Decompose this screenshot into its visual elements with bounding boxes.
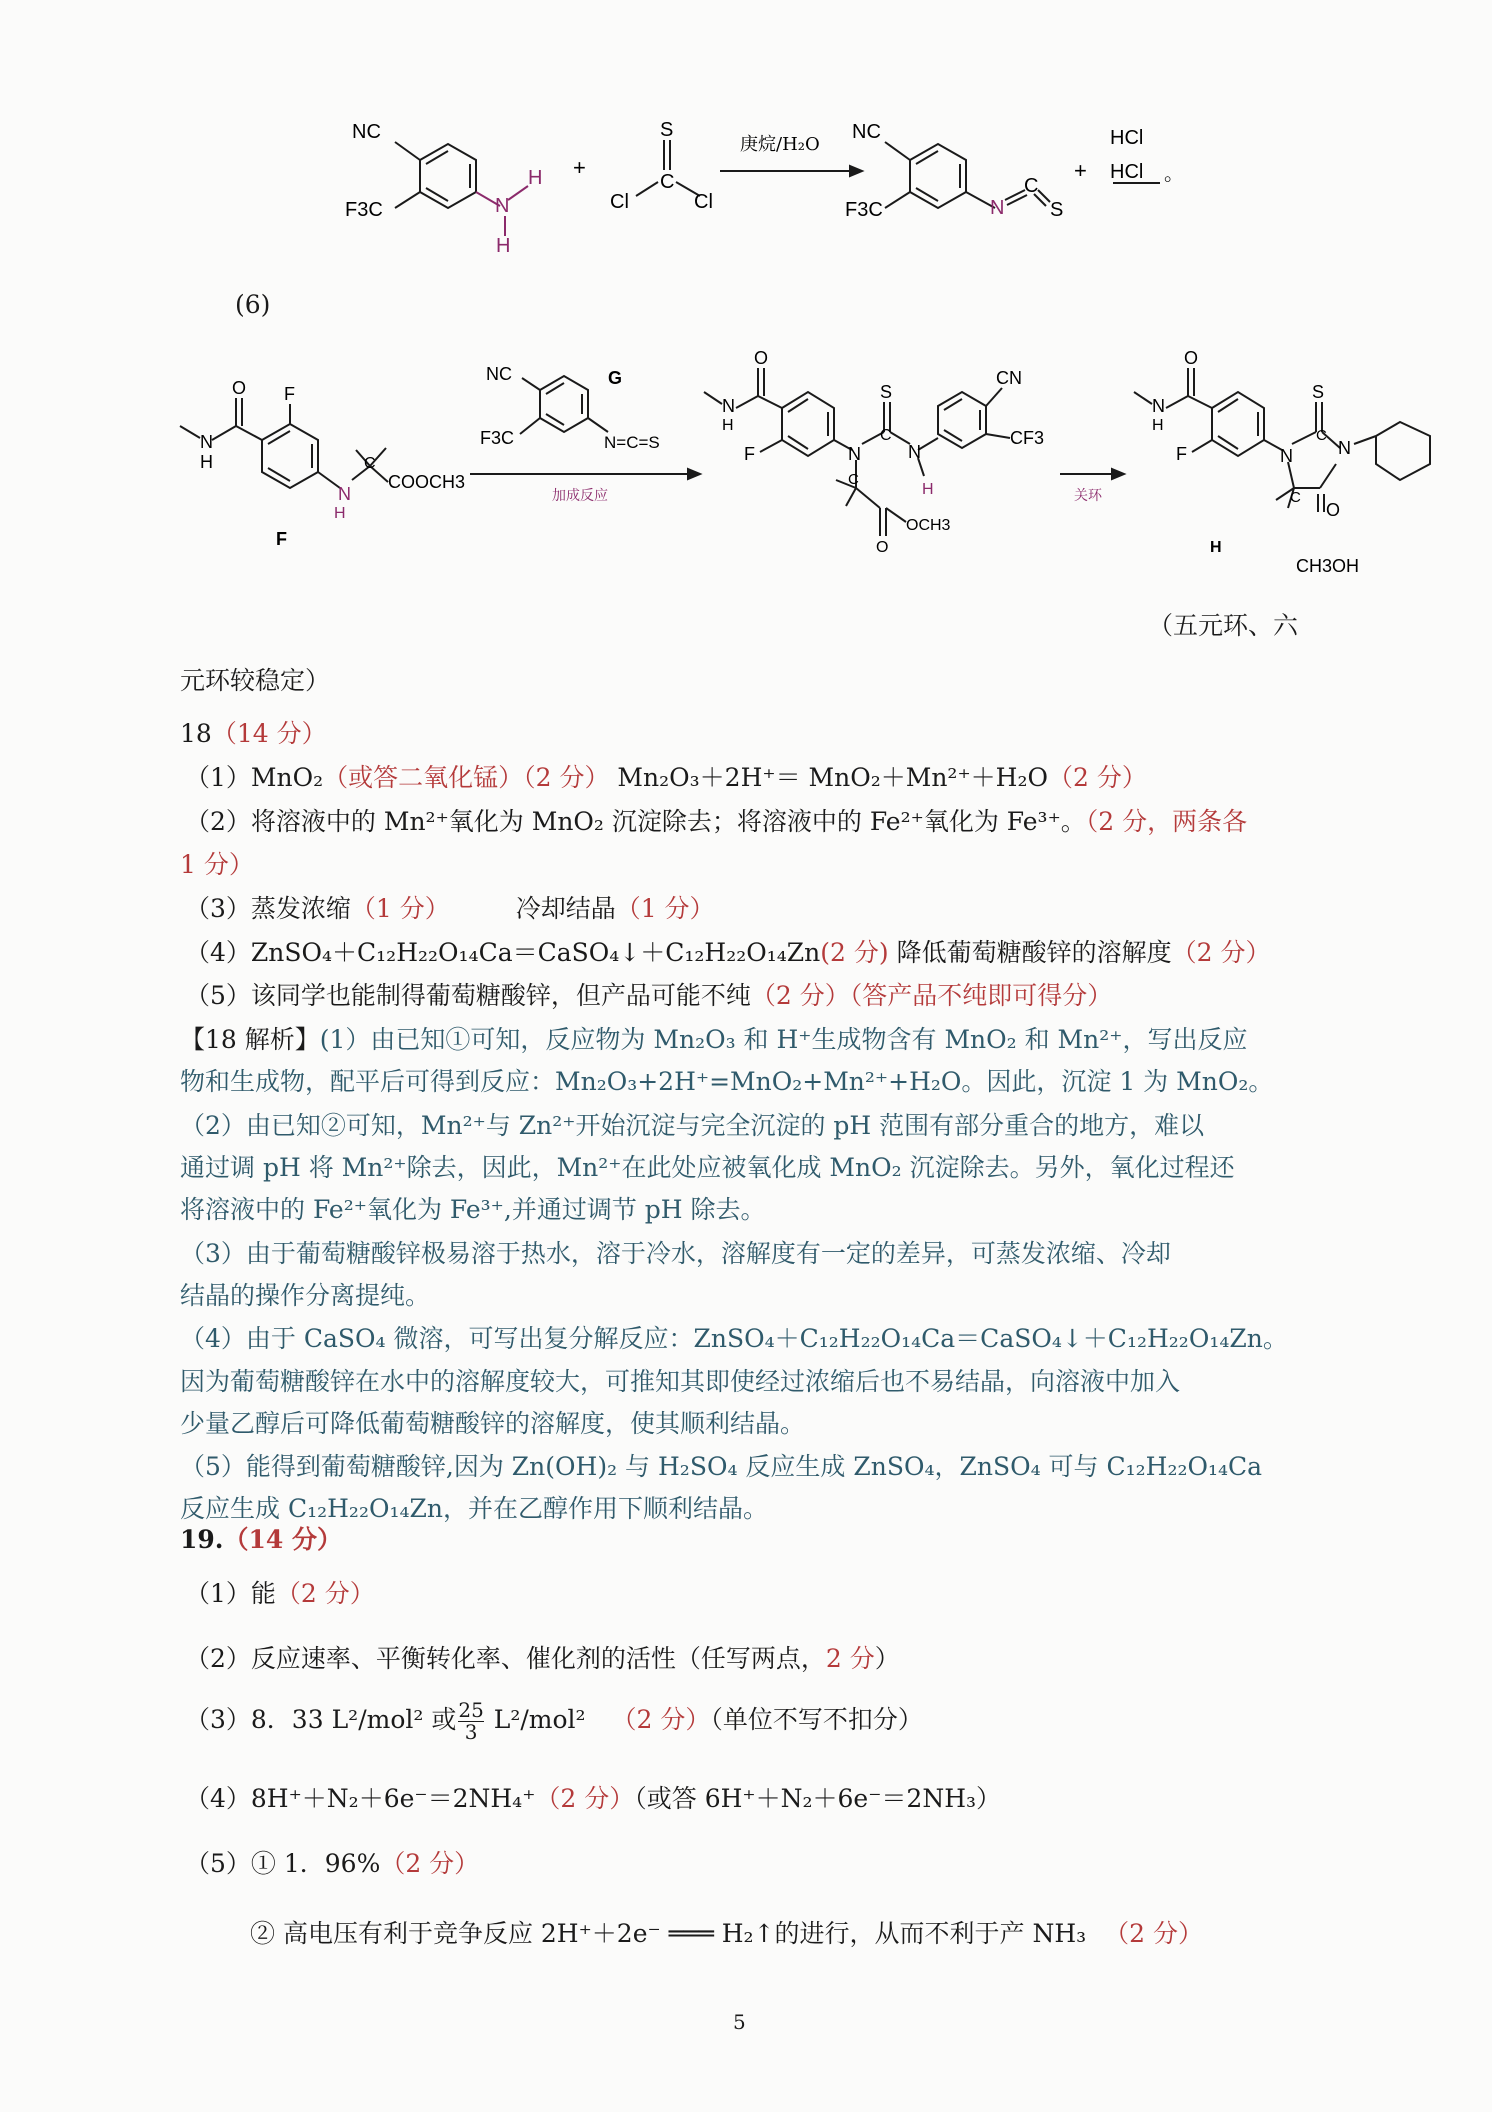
g-cn: NC — [486, 364, 512, 384]
arrow-2-label: 关环 — [1074, 488, 1102, 504]
item-6-label: (6) — [235, 290, 271, 319]
q19-answer-5 — [185, 1848, 479, 1879]
amine-h-bottom: H — [496, 235, 511, 257]
h-ring-c: C — [1316, 427, 1327, 444]
q19-a3-text: （3）8．33 L²/mol² 或 — [185, 1705, 457, 1734]
q19-a2-score: 2 分 — [825, 1644, 875, 1673]
mid-cf3: CF3 — [1010, 428, 1045, 448]
q19-score: （14 分） — [223, 1525, 342, 1554]
methanol: CH3OH — [1296, 556, 1360, 576]
q18-a1-score: （2 分） — [1047, 763, 1147, 792]
amine-h-top: H — [528, 167, 543, 189]
q19-a3-unit: L²/mol² — [485, 1705, 586, 1734]
compound-h-label: H — [1210, 539, 1222, 556]
hcl-2: HCl — [1110, 161, 1144, 183]
q18-answer-4 — [185, 937, 1270, 968]
mid-thio-c: C — [880, 427, 892, 444]
q19-a1-text: （1）能 — [185, 1579, 276, 1608]
plus-sign-2: + — [1074, 158, 1087, 183]
compound-g-label: G — [608, 368, 623, 388]
period: 。 — [1164, 163, 1184, 185]
f-ester: COOCH3 — [388, 472, 466, 492]
reactant-cn: NC — [352, 121, 381, 143]
h-ring-c2: C — [1290, 489, 1301, 506]
q18-a4-text: 降低葡萄糖酸锌的溶解度 — [888, 938, 1172, 967]
q18-score: （14 分） — [211, 719, 327, 748]
q18-explanation-2a: （2）由已知②可知，Mn²⁺与 Zn²⁺开始沉淀与完全沉淀的 pH 范围有部分重合的地方，难以 — [180, 1111, 1205, 1140]
thiophosgene-s: S — [660, 119, 674, 141]
f-amide-h: H — [200, 452, 213, 472]
q19-a3-score: （2 分） — [611, 1705, 711, 1734]
h-fluoro: F — [1176, 444, 1187, 464]
reaction-scheme-2 — [0, 340, 1492, 590]
mid-amide-h: H — [722, 417, 734, 434]
q19-heading — [180, 1524, 342, 1555]
q18-a2-score: （2 分，两条各 — [1085, 807, 1248, 836]
q18-explanation-2c: 将溶液中的 Fe²⁺氧化为 Fe³⁺,并通过调节 pH 除去。 — [180, 1195, 766, 1224]
q19-a5b-text: ② 高电压有利于竞争反应 2H⁺＋2e⁻ ═══ H₂↑的进行，从而不利于产 NH₃ — [250, 1919, 1087, 1948]
q18-explanation-3b: 结晶的操作分离提纯。 — [180, 1281, 431, 1310]
product-cn: NC — [852, 121, 881, 143]
q19-a5-score: （2 分） — [380, 1849, 480, 1878]
q18-a3-part-a: （3）蒸发浓缩 — [185, 894, 351, 923]
q18-answer-5 — [185, 980, 1112, 1011]
q18-explanation-4a: （4）由于 CaSO₄ 微溶，可写出复分解反应：ZnSO₄＋C₁₂H₂₂O₁₄Ca＝CaSO₄↓＋C₁₂H₂₂O₁₄Zn。 — [180, 1324, 1288, 1353]
g-ncs: N=C=S — [604, 433, 660, 452]
mid-ester-o: O — [876, 539, 889, 556]
q18-a4-score-2: （2 分） — [1171, 938, 1271, 967]
arrow-1-label: 加成反应 — [552, 488, 608, 504]
fraction-numerator: 25 — [458, 1698, 484, 1722]
f-amide-n: N — [200, 432, 213, 452]
q18-a1-equation: Mn₂O₃＋2H⁺＝ MnO₂＋Mn²⁺＋H₂O — [609, 763, 1048, 792]
q18-answer-1 — [185, 762, 1147, 793]
mid-nh: N — [908, 442, 921, 462]
q19-number: 19. — [180, 1525, 224, 1554]
q19-a4-score: （2 分） — [535, 1784, 635, 1813]
q19-a3-note: （单位不写不扣分） — [710, 1705, 923, 1734]
h-thio-s: S — [1312, 382, 1325, 402]
q19-a4-alternative: （或答 6H⁺＋N₂＋6e⁻＝2NH₃） — [634, 1784, 1002, 1813]
q18-explanation-4b: 因为葡萄糖酸锌在水中的溶解度较大，可推知其即使经过浓缩后也不易结晶，向溶液中加入 — [180, 1367, 1181, 1396]
mid-quaternary-c: C — [848, 471, 859, 488]
mid-fluoro: F — [744, 444, 755, 464]
q18-explanation-3a: （3）由于葡萄糖酸锌极易溶于热水，溶于冷水，溶解度有一定的差异，可蒸发浓缩、冷却 — [180, 1239, 1171, 1268]
q18-a3-part-b: 冷却结晶 — [515, 894, 616, 923]
q18-explanation-heading: 【18 解析】 — [180, 1025, 320, 1054]
ring-note-2: 元环较稳定） — [180, 666, 331, 695]
h-amide-n: N — [1152, 396, 1165, 416]
plus-sign: + — [573, 155, 586, 180]
reactant-cf3: F3C — [345, 199, 383, 221]
q18-number: 18 — [180, 719, 212, 748]
mid-ester-och3: OCH3 — [906, 517, 951, 534]
q19-a5-text: （5）① 1．96% — [185, 1849, 381, 1878]
isothiocyanate-s: S — [1050, 199, 1064, 221]
q18-a1-text: （1）MnO₂ — [185, 763, 324, 792]
q18-answer-2 — [185, 806, 1247, 837]
page-number: 5 — [733, 2010, 746, 2034]
q19-a2-close: ） — [874, 1644, 900, 1673]
q18-explanation-4c: 少量乙醇后可降低葡萄糖酸锌的溶解度，使其顺利结晶。 — [180, 1409, 806, 1438]
h-ring-n2: N — [1338, 438, 1351, 458]
reaction-condition: 庚烷/H₂O — [740, 134, 820, 155]
q18-heading — [180, 718, 327, 749]
q18-a3-score-b: （1 分） — [615, 894, 715, 923]
q18-answer-2-cont — [180, 849, 254, 880]
h-ring-o: O — [1326, 500, 1341, 520]
f-amine-h: H — [334, 505, 346, 522]
q18-a1-alt: （或答二氧化锰）（2 分） — [323, 763, 610, 792]
q18-a2-text: （2）将溶液中的 Mn²⁺氧化为 MnO₂ 沉淀除去；将溶液中的 Fe²⁺氧化为 Fe³⁺。 — [185, 807, 1086, 836]
q18-explanation-5a: （5）能得到葡萄糖酸锌,因为 Zn(OH)₂ 与 H₂SO₄ 反应生成 ZnSO₄，ZnSO₄ 可与 C₁₂H₂₂O₁₄Ca — [180, 1452, 1263, 1481]
mid-n: N — [848, 444, 861, 464]
q18-explanation-2b: 通过调 pH 将 Mn²⁺除去，因此，Mn²⁺在此处应被氧化成 MnO₂ 沉淀除去。另外，氧化过程还 — [180, 1153, 1235, 1182]
q18-explanation-5b: 反应生成 C₁₂H₂₂O₁₄Zn，并在乙醇作用下顺利结晶。 — [180, 1494, 768, 1523]
q19-answer-1 — [185, 1578, 375, 1609]
mid-amide-n: N — [722, 396, 735, 416]
isothiocyanate-c: C — [1024, 175, 1039, 197]
q19-answer-4 — [185, 1783, 1001, 1814]
thiophosgene-cl-right: Cl — [694, 191, 713, 213]
q19-a4-text: （4）8H⁺＋N₂＋6e⁻＝2NH₄⁺ — [185, 1784, 536, 1813]
q19-answer-5b — [250, 1918, 1203, 1949]
thiophosgene-cl-left: Cl — [610, 191, 629, 213]
q18-a3-score-a: （1 分） — [350, 894, 450, 923]
q18-a2-score-cont: 1 分） — [180, 850, 254, 879]
isothiocyanate-n: N — [990, 197, 1005, 219]
product-cf3: F3C — [845, 199, 883, 221]
hcl-1: HCl — [1110, 127, 1144, 149]
ring-note-1: （五元环、六 — [1148, 611, 1299, 640]
mid-thio-s: S — [880, 382, 893, 402]
f-amine-n: N — [338, 484, 351, 504]
f-carbonyl-o: O — [232, 378, 247, 398]
q18-explanation-1a — [180, 1024, 1247, 1055]
fraction-denominator: 3 — [464, 1720, 478, 1744]
q19-a5b-score: （2 分） — [1104, 1919, 1203, 1948]
q18-a5-score: （2 分）（答产品不纯即可得分） — [750, 981, 1113, 1010]
mid-nh-h: H — [922, 481, 934, 498]
h-amide-h: H — [1152, 417, 1164, 434]
q19-a1-score: （2 分） — [275, 1579, 375, 1608]
q19-a3-fraction — [458, 1700, 483, 1743]
q19-a2-text: （2）反应速率、平衡转化率、催化剂的活性（任写两点， — [185, 1644, 826, 1673]
q18-a5-text: （5）该同学也能制得葡萄糖酸锌，但产品可能不纯 — [185, 981, 751, 1010]
q18-ex1-line-a: (1）由已知①可知，反应物为 Mn₂O₃ 和 H⁺生成物含有 MnO₂ 和 Mn²⁺，写出反应 — [319, 1025, 1248, 1054]
thiophosgene-c: C — [660, 171, 675, 193]
reaction-scheme-1 — [0, 100, 1492, 270]
q18-a4-equation: （4）ZnSO₄＋C₁₂H₂₂O₁₄Ca＝CaSO₄↓＋C₁₂H₂₂O₁₄Zn — [185, 938, 821, 967]
f-quaternary-c: C — [364, 455, 376, 472]
compound-f-label: F — [276, 529, 287, 549]
h-carbonyl-o: O — [1184, 348, 1199, 368]
q18-a4-score-1: (2 分) — [820, 938, 889, 967]
h-ring-n1: N — [1280, 446, 1293, 466]
mid-carbonyl-o: O — [754, 348, 769, 368]
amine-n: N — [495, 195, 510, 217]
q19-answer-2 — [185, 1643, 900, 1674]
f-fluoro: F — [284, 384, 295, 404]
q19-answer-3 — [185, 1700, 923, 1743]
q18-answer-3 — [185, 893, 715, 924]
g-cf3: F3C — [480, 428, 515, 448]
q18-explanation-1b: 物和生成物，配平后可得到反应：Mn₂O₃+2H⁺=MnO₂+Mn²⁺+H₂O。因此，沉淀 1 为 MnO₂。 — [180, 1067, 1274, 1096]
mid-cn: CN — [996, 368, 1022, 388]
